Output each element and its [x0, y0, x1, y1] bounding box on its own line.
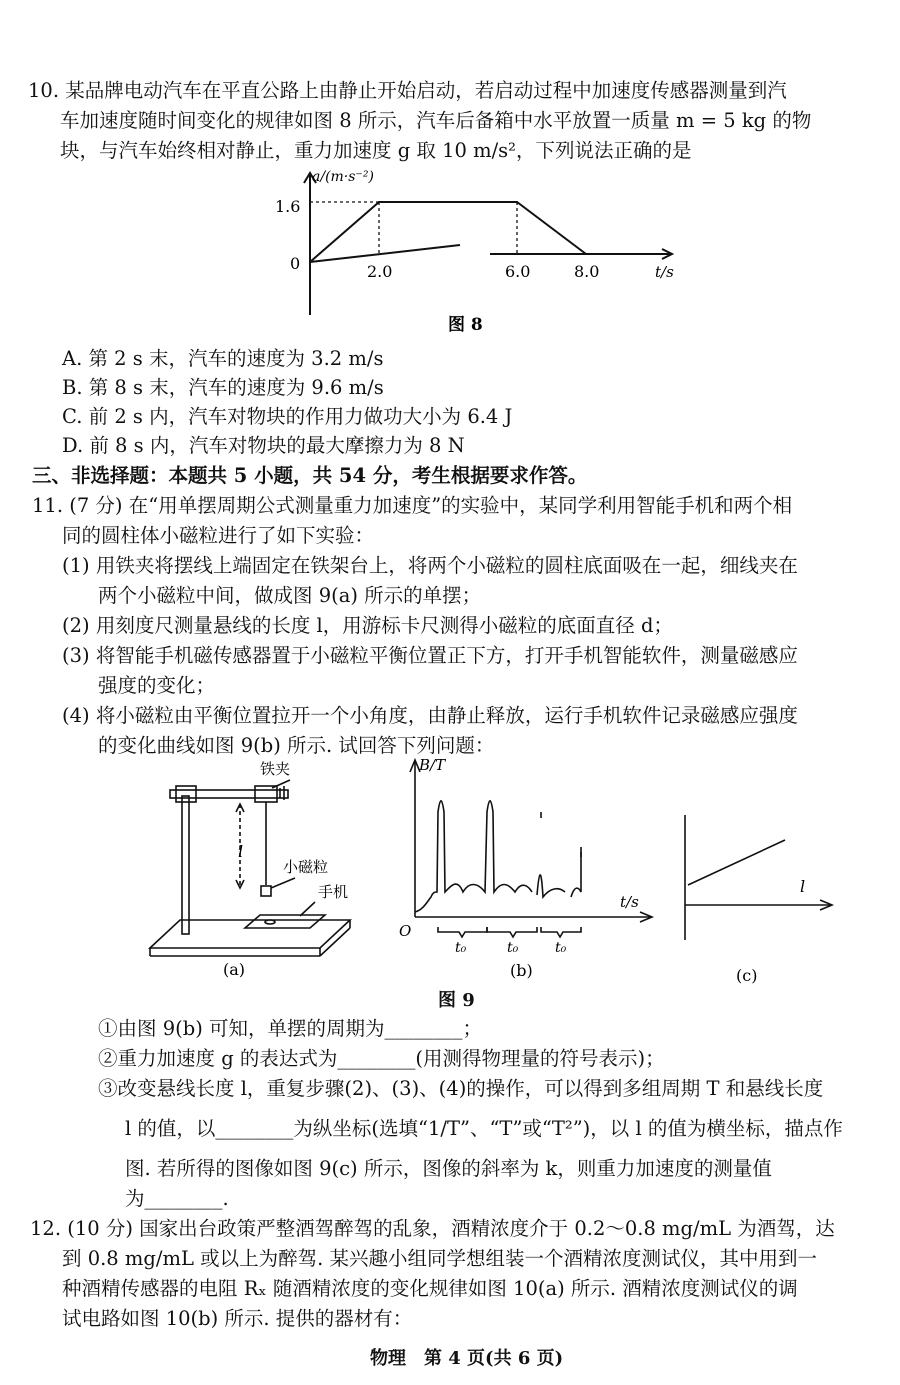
- label-phone: 手机: [318, 883, 349, 901]
- page-footer: 物理 第 4 页(共 6 页): [370, 1348, 564, 1369]
- fig8-xtick-2: 2.0: [367, 262, 393, 281]
- q10-line-3: 块，与汽车始终相对静止，重力加速度 g 取 10 m/s²，下列说法正确的是: [60, 139, 692, 162]
- q10-option-d: D. 前 8 s 内，汽车对物块的最大摩擦力为 8 N: [62, 434, 465, 457]
- q11-line-2: 同的圆柱体小磁粒进行了如下实验：: [62, 524, 375, 547]
- b-period-brace-3: [541, 927, 581, 937]
- fig8-origin: 0: [290, 254, 301, 273]
- b-t0-3: t₀: [555, 940, 567, 956]
- figure-8-acceleration-graph: [270, 165, 690, 340]
- q11-step-2: (2) 用刻度尺测量悬线的长度 l，用游标卡尺测得小磁粒的底面直径 d；: [62, 614, 673, 637]
- q11-question-1: ①由图 9(b) 可知，单摆的周期为________；: [98, 1017, 483, 1040]
- b-ylabel: B/T: [419, 756, 446, 774]
- q10-option-b: B. 第 8 s 末，汽车的速度为 9.6 m/s: [62, 376, 384, 399]
- stand-pole: [182, 796, 189, 934]
- b-t0-1: t₀: [455, 940, 467, 956]
- q12-line-2: 到 0.8 mg/mL 或以上为醉驾. 某兴趣小组同学想组装一个酒精浓度测试仪，其中用到一: [62, 1247, 817, 1270]
- b-period-brace-2: [487, 927, 537, 937]
- fig8-xtick-8: 8.0: [574, 262, 600, 281]
- q10-option-c: C. 前 2 s 内，汽车对物块的作用力做功大小为 6.4 J: [62, 405, 513, 428]
- b-period-brace-1: [438, 927, 487, 937]
- q10-line-2: 车加速度随时间变化的规律如图 8 所示，汽车后备箱中水平放置一质量 m = 5 kg 的物: [60, 109, 812, 132]
- fig9a-caption: (a): [223, 960, 246, 979]
- q11-step-1-line-2: 两个小磁粒中间，做成图 9(a) 所示的单摆；: [98, 584, 482, 607]
- q12-line-3: 种酒精传感器的电阻 Rₓ 随酒精浓度的变化规律如图 10(a) 所示. 酒精浓度测试仪的调: [62, 1277, 798, 1300]
- fig8-x-axis-left: [310, 245, 460, 262]
- b-origin: O: [399, 922, 412, 940]
- phone-icon: [245, 915, 325, 928]
- q11-question-3-line-2: l 的值，以________为纵坐标(选填“1/T”、“T”或“T²”)，以 l 的值为横坐标，描点作: [125, 1117, 843, 1140]
- q10-line-1: 10. 某品牌电动汽车在平直公路上由静止开始启动，若启动过程中加速度传感器测量到汽: [28, 79, 787, 102]
- fig8-ytick: 1.6: [275, 197, 301, 216]
- figure-9c-graph: [670, 800, 840, 990]
- q10-option-a: A. 第 2 s 末，汽车的速度为 3.2 m/s: [62, 347, 384, 370]
- figure-9b-magnetic-field-graph: [395, 752, 660, 992]
- fig8-ylabel: a/(m·s⁻²): [312, 169, 374, 185]
- q11-step-4-line-2: 的变化曲线如图 9(b) 所示. 试回答下列问题：: [98, 734, 495, 757]
- b-curve: [415, 801, 581, 912]
- fig8-xtick-6: 6.0: [505, 262, 531, 281]
- q11-step-4-line-1: (4) 将小磁粒由平衡位置拉开一个小角度，由静止释放，运行手机软件记录磁感应强度: [62, 704, 798, 727]
- q11-question-3-line-1: ③改变悬线长度 l，重复步骤(2)、(3)、(4)的操作，可以得到多组周期 T 和悬线长度: [98, 1077, 824, 1100]
- figure-9a-pendulum-apparatus: [140, 760, 390, 990]
- fig8-caption: 图 8: [448, 315, 483, 335]
- q11-step-1-line-1: (1) 用铁夹将摆线上端固定在铁架台上，将两个小磁粒的圆柱底面吸在一起，细线夹在: [62, 554, 798, 577]
- q11-question-3-line-4: 为________.: [125, 1187, 229, 1210]
- fig9-caption: 图 9: [438, 990, 475, 1011]
- q11-question-3-line-3: 图. 若所得的图像如图 9(c) 所示，图像的斜率为 k，则重力加速度的测量值: [125, 1157, 772, 1180]
- b-t0-2: t₀: [507, 940, 519, 956]
- c-xlabel: l: [800, 877, 806, 896]
- q11-step-3-line-2: 强度的变化；: [98, 674, 216, 697]
- fig8-xlabel: t/s: [655, 263, 674, 281]
- q11-line-1: 11. (7 分) 在“用单摆周期公式测量重力加速度”的实验中，某同学利用智能手机和两个相: [32, 494, 793, 517]
- q11-step-3-line-1: (3) 将智能手机磁传感器置于小磁粒平衡位置正下方，打开手机智能软件，测量磁感应: [62, 644, 798, 667]
- q11-question-2: ②重力加速度 g 的表达式为________(用测得物理量的符号表示)；: [98, 1047, 665, 1070]
- q12-line-1: 12. (10 分) 国家出台政策严整酒驾醉驾的乱象，酒精浓度介于 0.2～0.8 mg/mL 为酒驾，达: [30, 1217, 835, 1240]
- stand-clamp-joint: [176, 786, 196, 802]
- small-magnet: [261, 886, 271, 896]
- iron-clamp: [255, 786, 277, 802]
- q12-line-4: 试电路如图 10(b) 所示. 提供的器材有：: [62, 1307, 413, 1330]
- fig9c-caption: (c): [736, 966, 758, 985]
- c-line: [688, 840, 785, 885]
- section-3-heading: 三、非选择题：本题共 5 小题，共 54 分，考生根据要求作答。: [32, 464, 588, 487]
- label-iron-clamp: 铁夹: [260, 760, 291, 778]
- b-xlabel: t/s: [620, 893, 639, 911]
- label-small-magnet: 小磁粒: [283, 858, 329, 876]
- fig9b-caption: (b): [510, 961, 533, 980]
- label-l: l: [238, 842, 244, 861]
